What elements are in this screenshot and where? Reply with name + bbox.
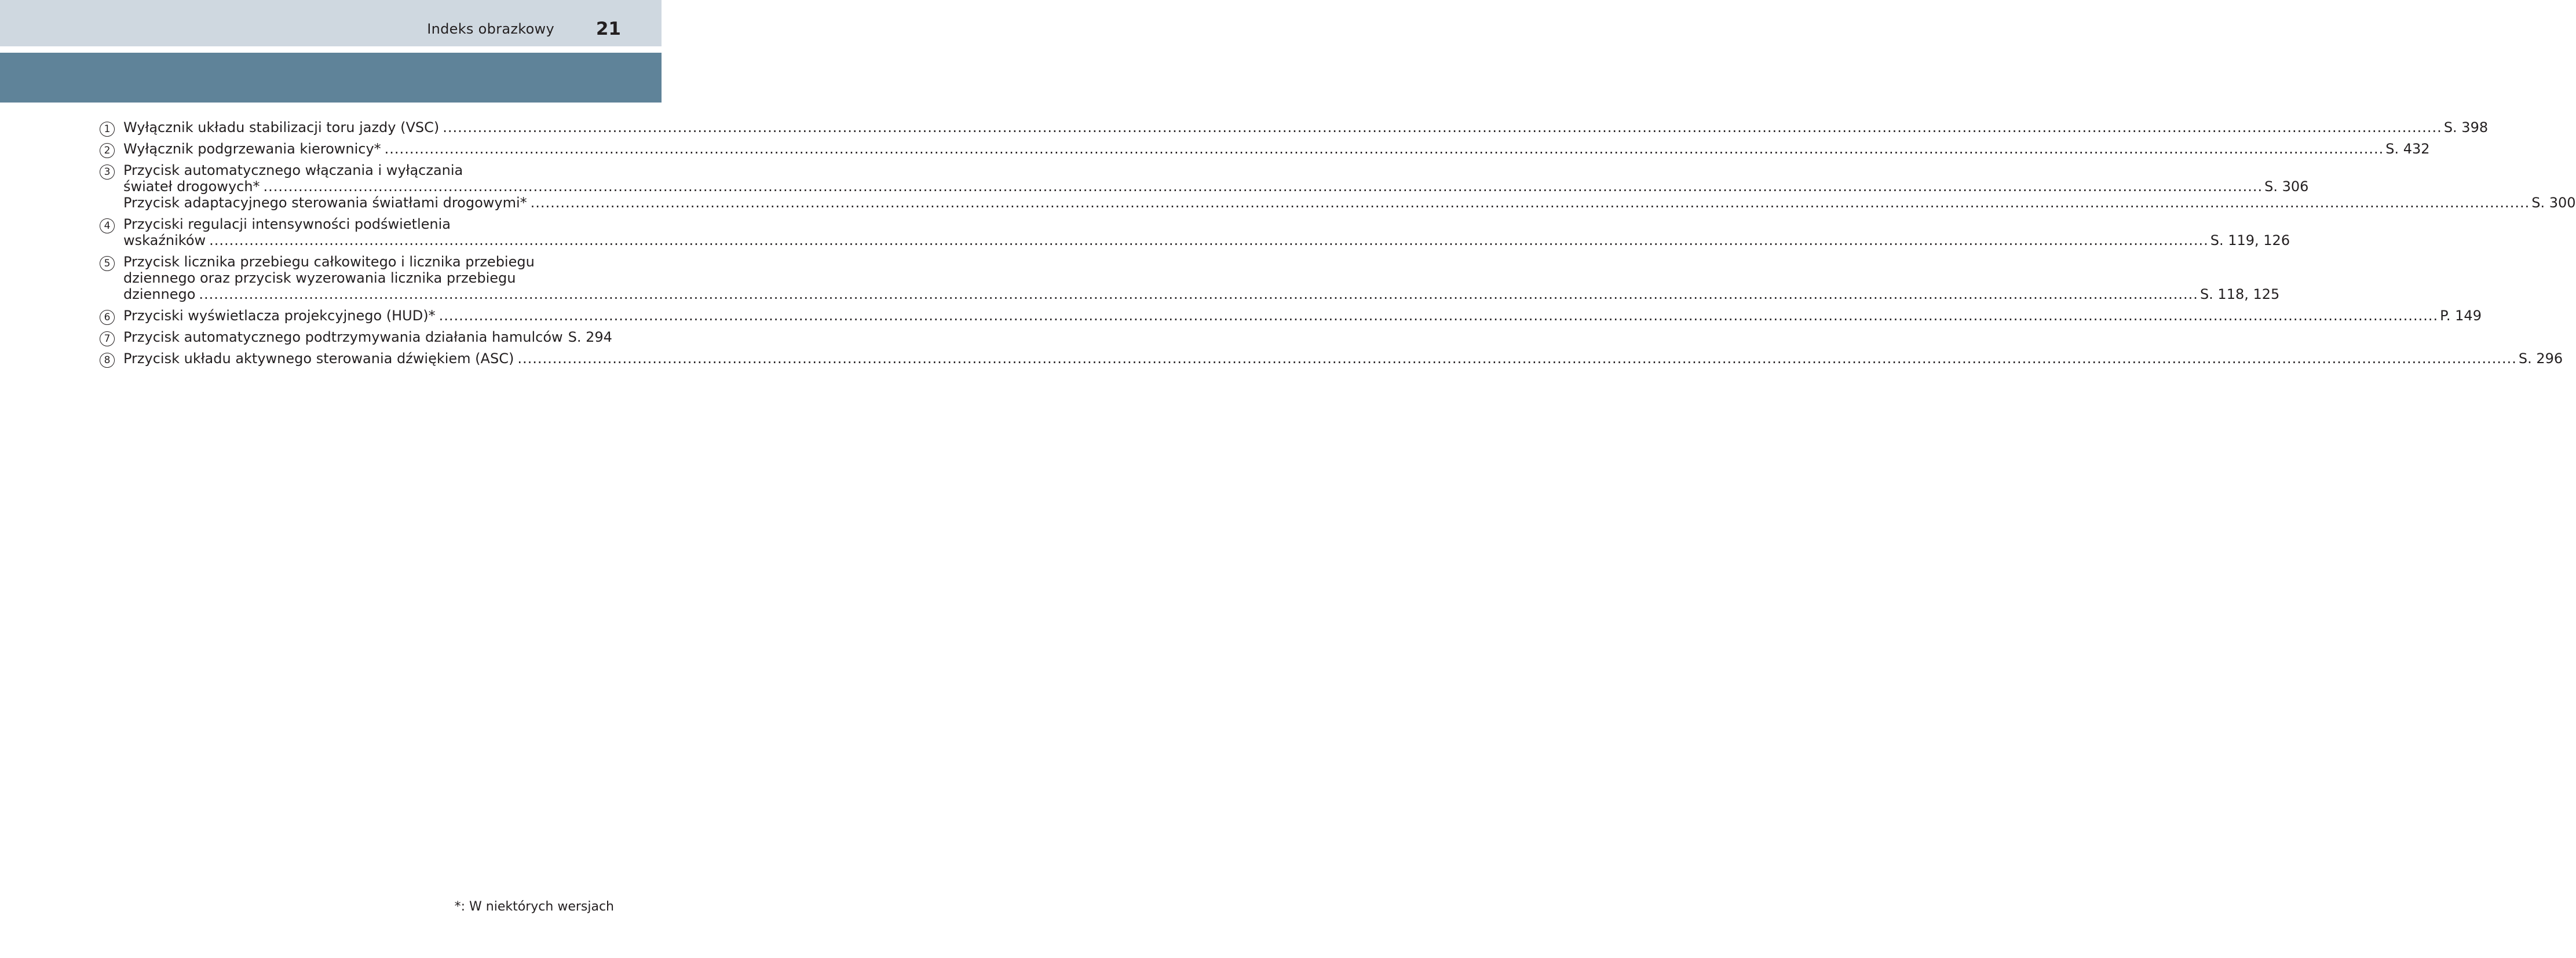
item-text: Przyciski regulacji intensywności podświetlenia: [123, 216, 451, 232]
item-line: [123, 195, 2576, 211]
item-text: Przycisk adaptacyjnego sterowania światłami drogowymi*: [123, 195, 527, 211]
picture-index-list: [100, 119, 2576, 372]
item-line: [123, 329, 612, 345]
item-line: [123, 232, 2290, 248]
item-line: [123, 254, 585, 270]
item-text: Wyłącznik układu stabilizacji toru jazdy (VSC): [123, 119, 440, 136]
dot-leader: ................................................................................................................................................................................................................................................................................................................................................................................................................: [384, 141, 2384, 157]
item-number: 4: [100, 218, 115, 233]
dot-leader: ................................................................................................................................................................................................................................................................................................................................................................................................................: [209, 232, 2209, 248]
index-item: [100, 350, 2563, 367]
item-number: 5: [100, 256, 115, 271]
page-reference[interactable]: S. 432: [2385, 141, 2430, 157]
item-line: [123, 286, 2280, 302]
index-item: [100, 141, 2430, 157]
item-number: 2: [100, 143, 115, 158]
item-text: Przyciski wyświetlacza projekcyjnego (HUD)*: [123, 308, 436, 324]
dot-leader: ................................................................................................................................................................................................................................................................................................................................................................................................................: [199, 286, 2198, 302]
dot-leader: ................................................................................................................................................................................................................................................................................................................................................................................................................: [530, 195, 2530, 211]
item-text: wskaźników: [123, 232, 206, 248]
item-number: 8: [100, 353, 115, 368]
item-text: Przycisk układu aktywnego sterowania dźwiękiem (ASC): [123, 350, 514, 367]
page-reference[interactable]: P. 149: [2440, 308, 2482, 324]
page-reference[interactable]: S. 294: [568, 329, 612, 345]
page-reference[interactable]: S. 118, 125: [2199, 286, 2280, 302]
item-text: Wyłącznik podgrzewania kierownicy*: [123, 141, 381, 157]
item-text: dziennego oraz przycisk wyzerowania licznika przebiegu: [123, 270, 516, 286]
item-line: [123, 141, 2430, 157]
index-item: [100, 162, 2576, 211]
dot-leader: ................................................................................................................................................................................................................................................................................................................................................................................................................: [517, 350, 2517, 367]
item-line: [123, 119, 2489, 136]
item-line: [123, 178, 2309, 195]
page-reference[interactable]: S. 296: [2518, 350, 2563, 367]
page-reference[interactable]: S. 398: [2443, 119, 2489, 136]
page-reference[interactable]: S. 119, 126: [2210, 232, 2290, 248]
section-banner: [0, 53, 662, 103]
item-number: 1: [100, 122, 115, 137]
item-text: dziennego: [123, 286, 196, 302]
item-line: [123, 216, 585, 232]
page-number: 21: [595, 19, 621, 39]
header-band: [0, 0, 662, 46]
section-title: Indeks obrazkowy: [427, 21, 554, 37]
page-reference[interactable]: S. 306: [2264, 178, 2309, 195]
item-number: 3: [100, 164, 115, 180]
item-number: 7: [100, 331, 115, 346]
index-item: [100, 119, 2489, 136]
item-line: [123, 308, 2482, 324]
item-text: Przycisk automatycznego włączania i wyłączania: [123, 162, 463, 178]
index-item: [100, 308, 2482, 324]
footnote: *: W niektórych wersjach: [454, 900, 614, 914]
item-line: [123, 162, 585, 178]
index-item: [100, 329, 612, 345]
item-text: Przycisk licznika przebiegu całkowitego i licznika przebiegu: [123, 254, 535, 270]
index-item: [100, 254, 2280, 302]
item-text: Przycisk automatycznego podtrzymywania działania hamulców: [123, 329, 563, 345]
item-line: [123, 350, 2563, 367]
item-number: 6: [100, 310, 115, 325]
item-text: świateł drogowych*: [123, 178, 260, 195]
dot-leader: ................................................................................................................................................................................................................................................................................................................................................................................................................: [443, 119, 2442, 136]
dot-leader: ................................................................................................................................................................................................................................................................................................................................................................................................................: [439, 308, 2439, 324]
item-line: [123, 270, 585, 286]
dot-leader: ................................................................................................................................................................................................................................................................................................................................................................................................................: [263, 178, 2263, 195]
page-reference[interactable]: S. 300: [2531, 195, 2576, 211]
index-item: [100, 216, 2290, 248]
